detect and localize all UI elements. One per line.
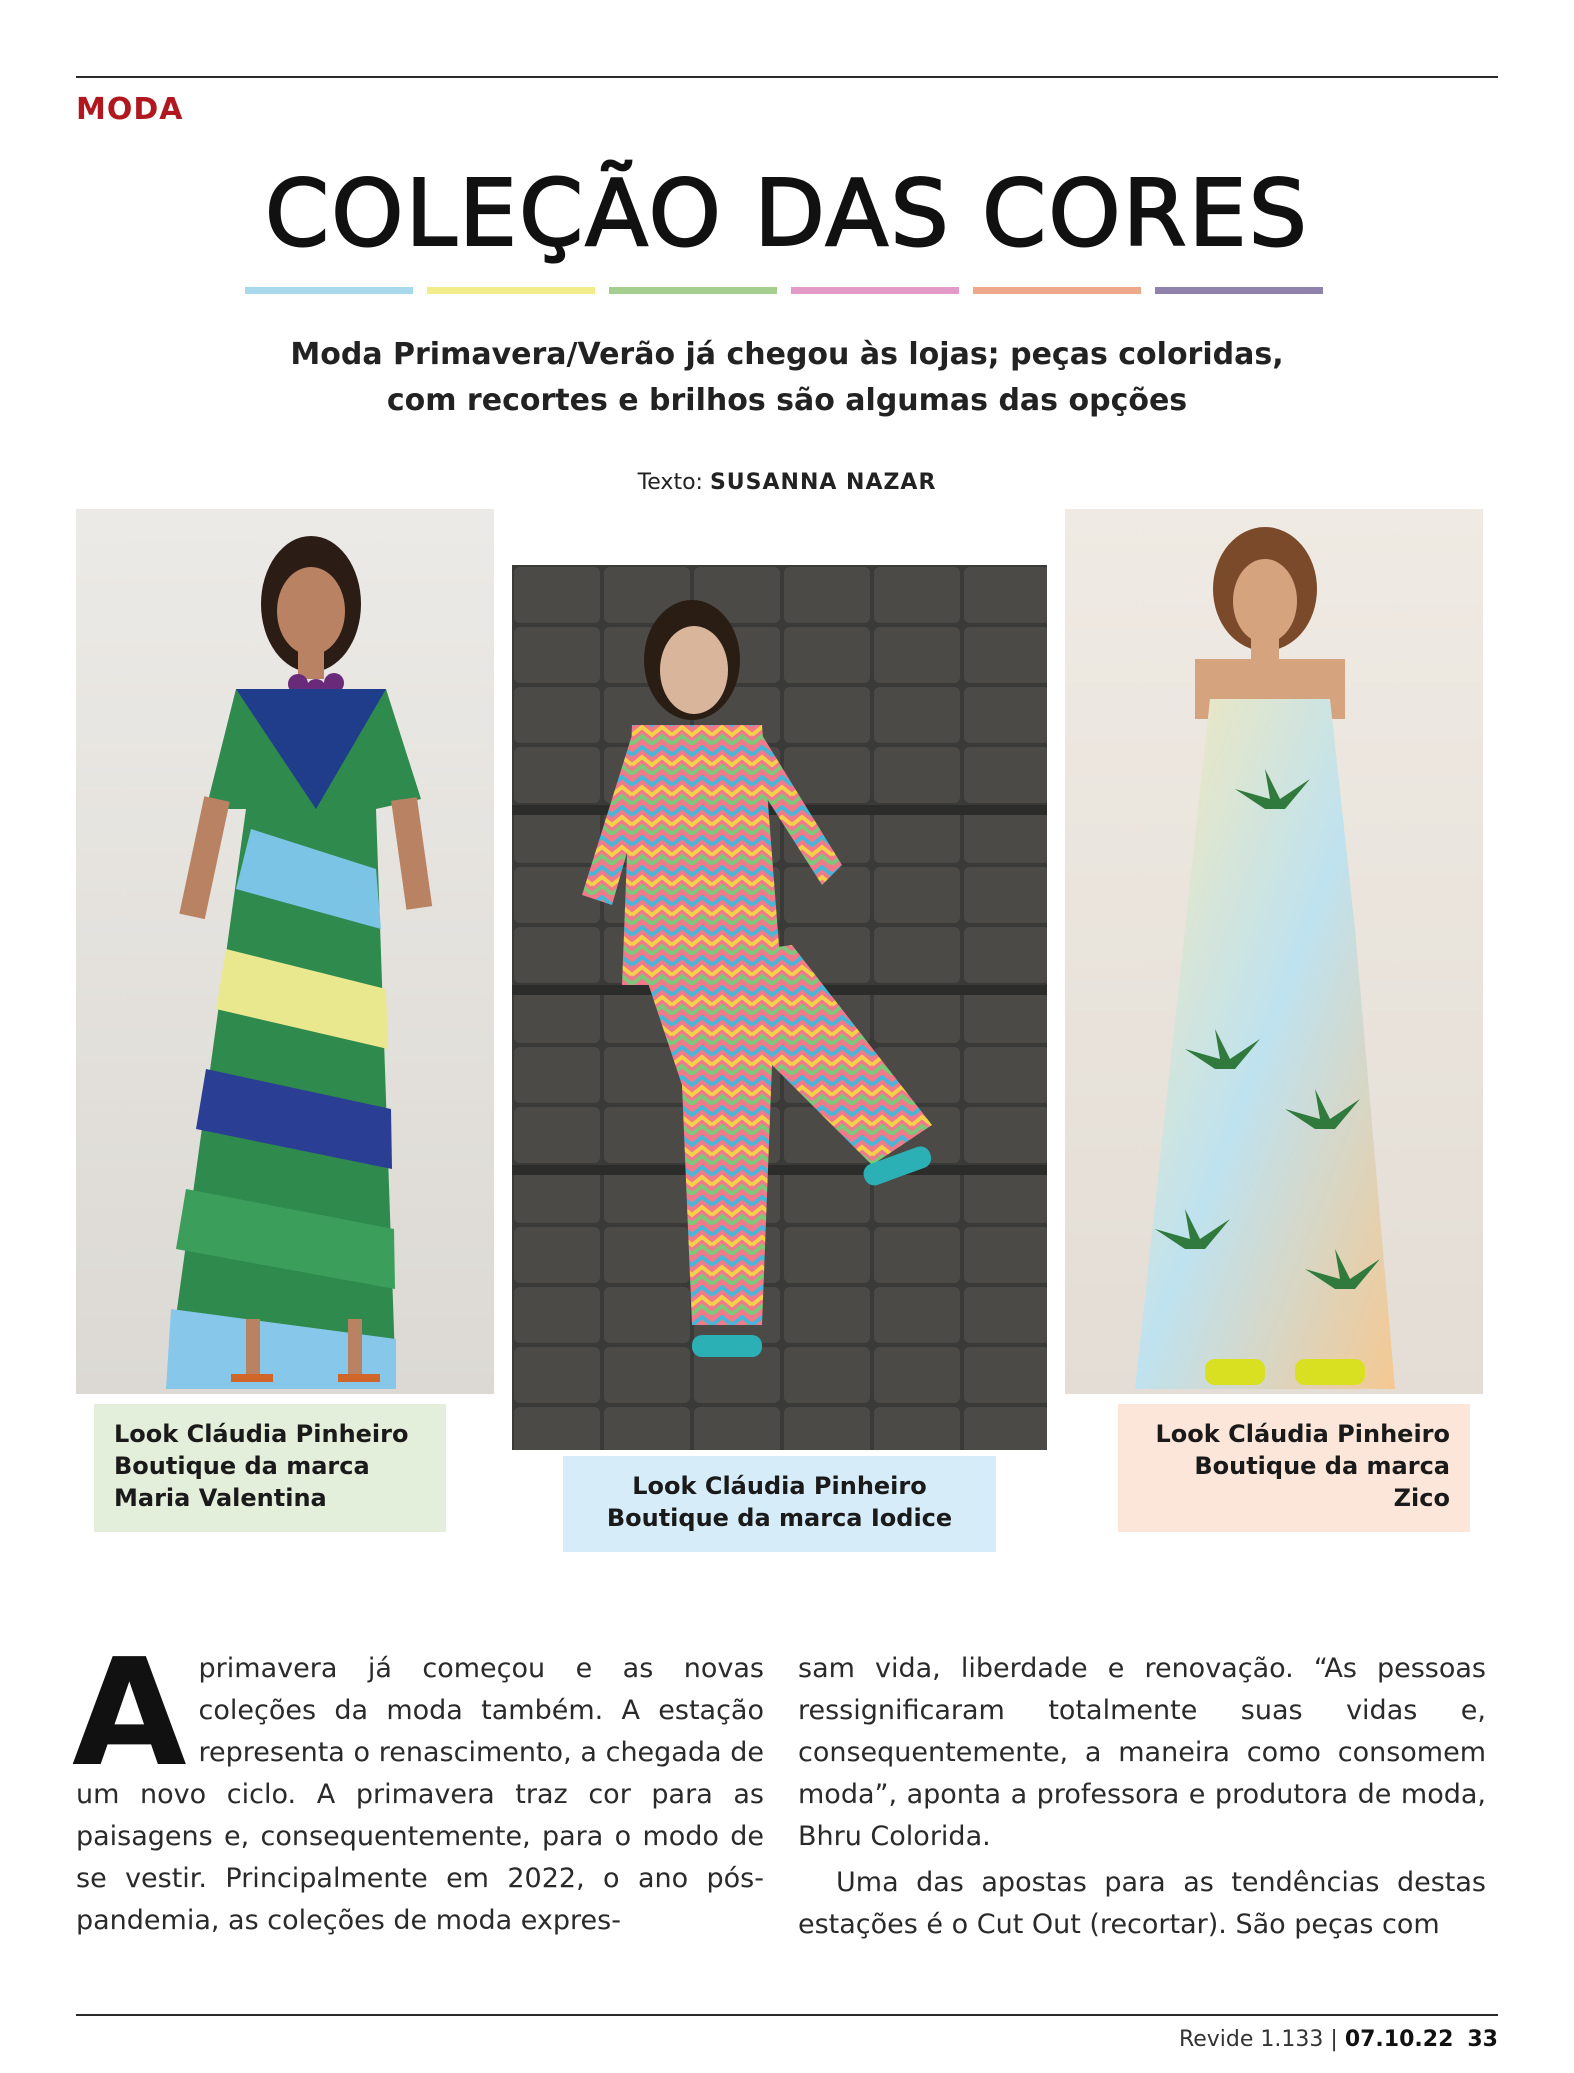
byline-label: Texto: xyxy=(637,470,703,495)
top-rule xyxy=(76,76,1498,78)
caption-iodice xyxy=(563,1456,996,1552)
color-bar xyxy=(245,287,413,294)
byline xyxy=(0,470,1574,495)
caption-maria-valentina xyxy=(94,1404,446,1532)
palm-dress-illustration xyxy=(1065,509,1483,1394)
knit-set-illustration xyxy=(512,565,1047,1450)
page-title: COLEÇÃO DAS CORES xyxy=(264,160,1310,267)
article-paragraph: primavera já começou e as novas coleções da moda também. A estação representa o renascimento, a chegada de um novo ciclo. A primavera traz cor para as paisagens e, consequentemente, para o modo de se vestir. Principalmente em 2022, o ano pós-pandemia, as coleções de moda expres- xyxy=(76,1653,764,1936)
page-footer xyxy=(1179,2027,1498,2052)
photo-iodice xyxy=(512,565,1047,1450)
article-column-2 xyxy=(798,1648,1486,1946)
subtitle-line: com recortes e brilhos são algumas das opções xyxy=(386,383,1188,418)
caption-line: Boutique da marca xyxy=(1194,1452,1450,1480)
caption-line: Look Cláudia Pinheiro xyxy=(114,1420,409,1448)
color-bars xyxy=(245,287,1323,294)
dress-illustration xyxy=(76,509,494,1394)
photo-maria-valentina xyxy=(76,509,494,1394)
color-bar xyxy=(1155,287,1323,294)
caption-line: Zico xyxy=(1393,1484,1450,1512)
photo-zico xyxy=(1065,509,1483,1394)
bottom-rule xyxy=(76,2014,1498,2016)
byline-author: SUSANNA NAZAR xyxy=(709,470,937,495)
footer-separator: | xyxy=(1330,2027,1338,2052)
caption-line: Maria Valentina xyxy=(114,1484,327,1512)
issue-date: 07.10.22 xyxy=(1344,2027,1454,2052)
caption-line: Boutique da marca xyxy=(114,1452,370,1480)
caption-line: Look Cláudia Pinheiro xyxy=(1155,1420,1450,1448)
caption-line: Boutique da marca Iodice xyxy=(606,1504,953,1532)
color-bar xyxy=(427,287,595,294)
color-bar xyxy=(791,287,959,294)
color-bar xyxy=(973,287,1141,294)
subtitle xyxy=(0,332,1574,424)
publication-name: Revide 1.133 xyxy=(1178,2027,1324,2052)
article-column-1 xyxy=(72,1627,764,1942)
caption-zico xyxy=(1118,1404,1470,1532)
page-number: 33 xyxy=(1467,2027,1498,2052)
drop-cap: A xyxy=(72,1627,187,1799)
article-paragraph: Uma das apostas para as tendências destas estações é o Cut Out (recortar). São peças com xyxy=(798,1867,1486,1940)
color-bar xyxy=(609,287,777,294)
subtitle-line: Moda Primavera/Verão já chegou às lojas; peças coloridas, xyxy=(290,337,1284,372)
article-paragraph: sam vida, liberdade e renovação. “As pessoas ressignificaram totalmente suas vidas e, consequentemente, a maneira como consomem moda”, aponta a professora e produtora de moda, Bhru Colorida. xyxy=(798,1653,1486,1852)
section-label: MODA xyxy=(76,92,184,127)
caption-line: Look Cláudia Pinheiro xyxy=(632,1472,927,1500)
